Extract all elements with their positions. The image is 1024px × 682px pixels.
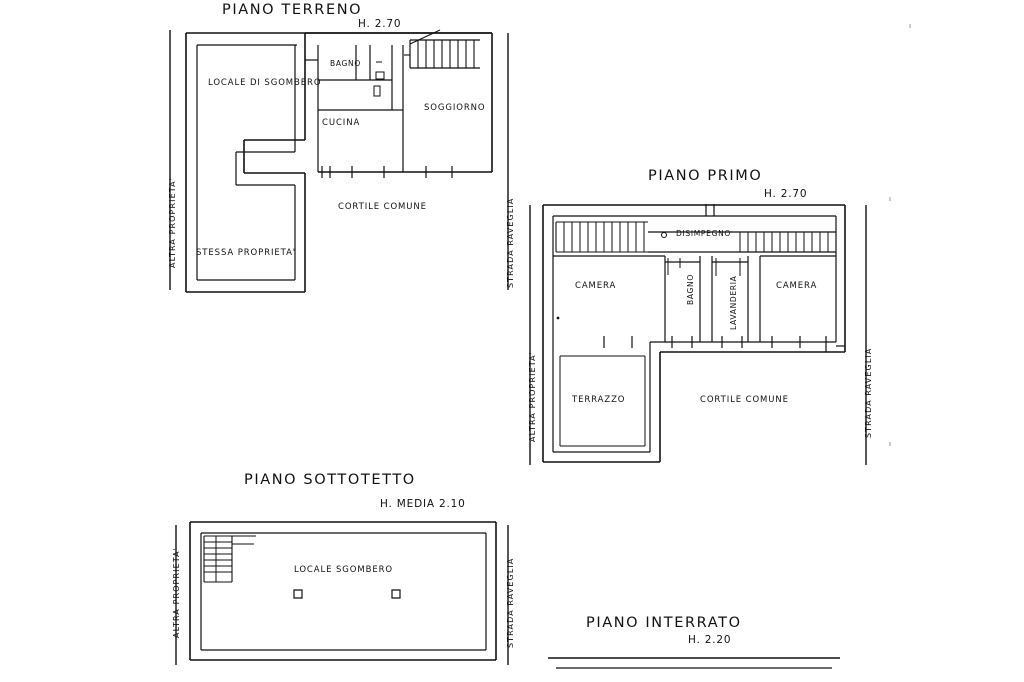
plan-title-piano-sottotetto: PIANO SOTTOTETTO <box>244 472 416 488</box>
room-label-text: LOCALE DI SGOMBERO <box>208 78 322 88</box>
room-label-camera-left: CAMERA <box>575 281 617 291</box>
plan-title-piano-terreno: PIANO TERRENO <box>222 2 363 18</box>
room-label-stessa-proprieta: STESSA PROPRIETA' <box>196 248 297 258</box>
plan-piano-interrato-geometry <box>548 658 840 668</box>
room-label-locale-di-sgombero <box>208 78 321 88</box>
room-label-cortile-comune-terreno: CORTILE COMUNE <box>338 202 427 212</box>
room-label-bagno-terreno: BAGNO <box>330 59 361 68</box>
edge-label-altra-proprieta-sottotetto: ALTRA PROPRIETA' <box>172 547 181 638</box>
edge-label-strada-raveglia-terreno: STRADA RAVEGLIA <box>506 197 515 288</box>
room-label-disimpegno: DISIMPEGNO <box>676 229 732 238</box>
room-label-cortile-comune-primo: CORTILE COMUNE <box>700 395 789 405</box>
room-label-locale-sgombero: LOCALE SGOMBERO <box>294 565 393 575</box>
plan-piano-sottotetto-geometry <box>176 522 508 665</box>
room-label-terrazzo: TERRAZZO <box>572 395 626 405</box>
room-label-lavanderia: LAVANDERIA <box>729 275 738 330</box>
edge-label-altra-proprieta-terreno: ALTRA PROPRIETA' <box>168 177 177 268</box>
edge-label-altra-proprieta-primo: ALTRA PROPRIETA' <box>528 351 537 442</box>
room-label-camera-right: CAMERA <box>776 281 818 291</box>
plan-title-piano-interrato: PIANO INTERRATO <box>586 615 742 631</box>
plan-title-piano-primo: PIANO PRIMO <box>648 168 763 184</box>
edge-label-strada-raveglia-primo: STRADA RAVEGLIA <box>864 347 873 438</box>
plan-height-piano-primo: H. 2.70 <box>764 188 808 200</box>
plan-height-piano-terreno: H. 2.70 <box>358 18 402 30</box>
plan-height-piano-interrato: H. 2.20 <box>688 634 732 646</box>
room-label-cucina: CUCINA <box>322 118 361 128</box>
room-label-soggiorno: SOGGIORNO <box>424 103 486 113</box>
plan-height-piano-sottotetto: H. MEDIA 2.10 <box>380 498 466 510</box>
edge-label-strada-raveglia-sottotetto: STRADA RAVEGLIA <box>506 557 515 648</box>
room-label-bagno-primo: BAGNO <box>686 274 695 305</box>
plan-piano-primo-geometry <box>530 204 866 465</box>
